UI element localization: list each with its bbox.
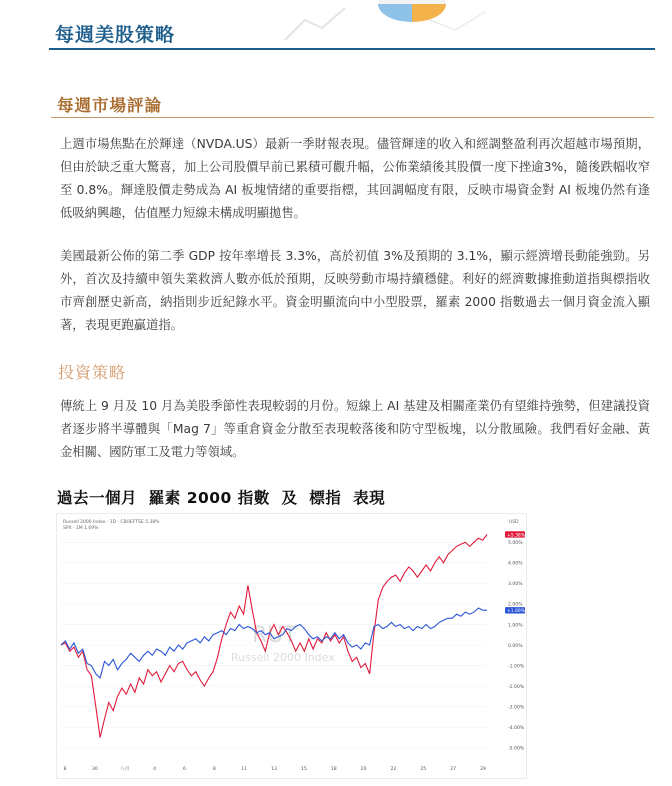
performance-chart [56, 513, 527, 779]
axis-unit-label: USD [509, 520, 519, 525]
chart-svg [57, 514, 526, 778]
market-paragraph-2: 美國最新公佈的第二季 GDP 按年率增長 3.3%，高於初值 3%及預期的 3.1%，顯示經濟增長動能強勁。另外，首次及持續申領失業救濟人數亦低於預期，反映勞動市場持續穩健。利好的經濟數據推動道指與標指收市齊創歷史新高，納指則步近紀錄水平。資金明顯流向中小型股票，羅素 2000 指數過去一個月資金流入顯著，表現更跑贏道指。 [60, 249, 650, 332]
market-commentary-heading: 每週市場評論 [57, 96, 162, 115]
watermark-index-name: Russell 2000 Index [231, 651, 335, 664]
x-tick-label: 25 [420, 767, 427, 772]
y-tick-label: -5.00% [508, 746, 525, 752]
last-value-label: +1.69% [507, 609, 526, 615]
x-tick-label: 29 [480, 767, 486, 772]
pie-chart-icon [378, 0, 446, 22]
x-tick-label: 18 [330, 767, 337, 772]
legend-russell: Russell 2000 Index · 1D · CBOEFTSE 5.38% [63, 520, 160, 525]
x-tick-label: 30 [91, 767, 98, 772]
legend-spx: SPX · 1M 1.69% [63, 526, 99, 531]
section-divider [51, 117, 654, 118]
y-tick-label: -4.00% [508, 725, 525, 731]
y-tick-label: -2.00% [508, 684, 525, 690]
x-tick-label: 13 [271, 767, 277, 772]
last-value-label: +5.38% [507, 533, 526, 539]
x-tick-label: 11 [241, 767, 248, 772]
y-tick-label: -3.00% [508, 705, 525, 711]
x-tick-label: 4 [153, 767, 157, 772]
x-tick-label: 15 [300, 767, 307, 772]
y-tick-label: -1.00% [508, 664, 525, 670]
x-tick-label: 八月 [120, 767, 130, 772]
x-tick-label: 20 [360, 767, 367, 772]
y-tick-label: 5.00% [508, 541, 523, 547]
chart-section-heading: 過去一個月 羅素 2000 指數 及 標指 表現 [57, 489, 386, 507]
page-title: 每週美股策略 [55, 24, 176, 46]
y-tick-label: 0.00% [508, 643, 523, 649]
x-tick-label: 6 [182, 767, 186, 772]
x-tick-label: 8 [212, 767, 216, 772]
strategy-paragraph: 傳統上 9 月及 10 月為美股季節性表現較弱的月份。短線上 AI 基建及相關產業仍有望維持強勢，但建議投資者逐步將半導體與「Mag 7」等重倉資金分散至表現較落後和防守型板塊，以分散風險。我們看好金融、黃金相關、國防軍工及電力等領域。 [60, 399, 650, 459]
x-tick-label: 22 [390, 767, 397, 772]
market-paragraph-1: 上週市場焦點在於輝達（NVDA.US）最新一季財報表現。儘管輝達的收入和經調整盈利再次超越市場預期，但由於缺乏重大驚喜，加上公司股價早前已累積可觀升幅，公佈業績後其股價一度下挫逾3%，隨後跌幅收窄至 0.8%。輝達股價走勢成為 AI 板塊情緒的重要指標，其回調幅度有限，反映市場資金對 AI 板塊仍然有逢低吸納興趣，估值壓力短線未構成明顯拋售。 [60, 137, 650, 220]
investment-strategy-heading: 投資策略 [58, 363, 127, 382]
watermark-ticker: RUT [252, 623, 297, 648]
x-tick-label: 27 [450, 767, 457, 772]
y-tick-label: 4.00% [508, 561, 523, 567]
y-tick-label: 2.00% [508, 602, 523, 608]
x-tick-label: 8 [63, 767, 67, 772]
y-tick-label: 1.00% [508, 623, 523, 629]
y-tick-label: 3.00% [508, 582, 523, 588]
title-divider [49, 48, 655, 50]
